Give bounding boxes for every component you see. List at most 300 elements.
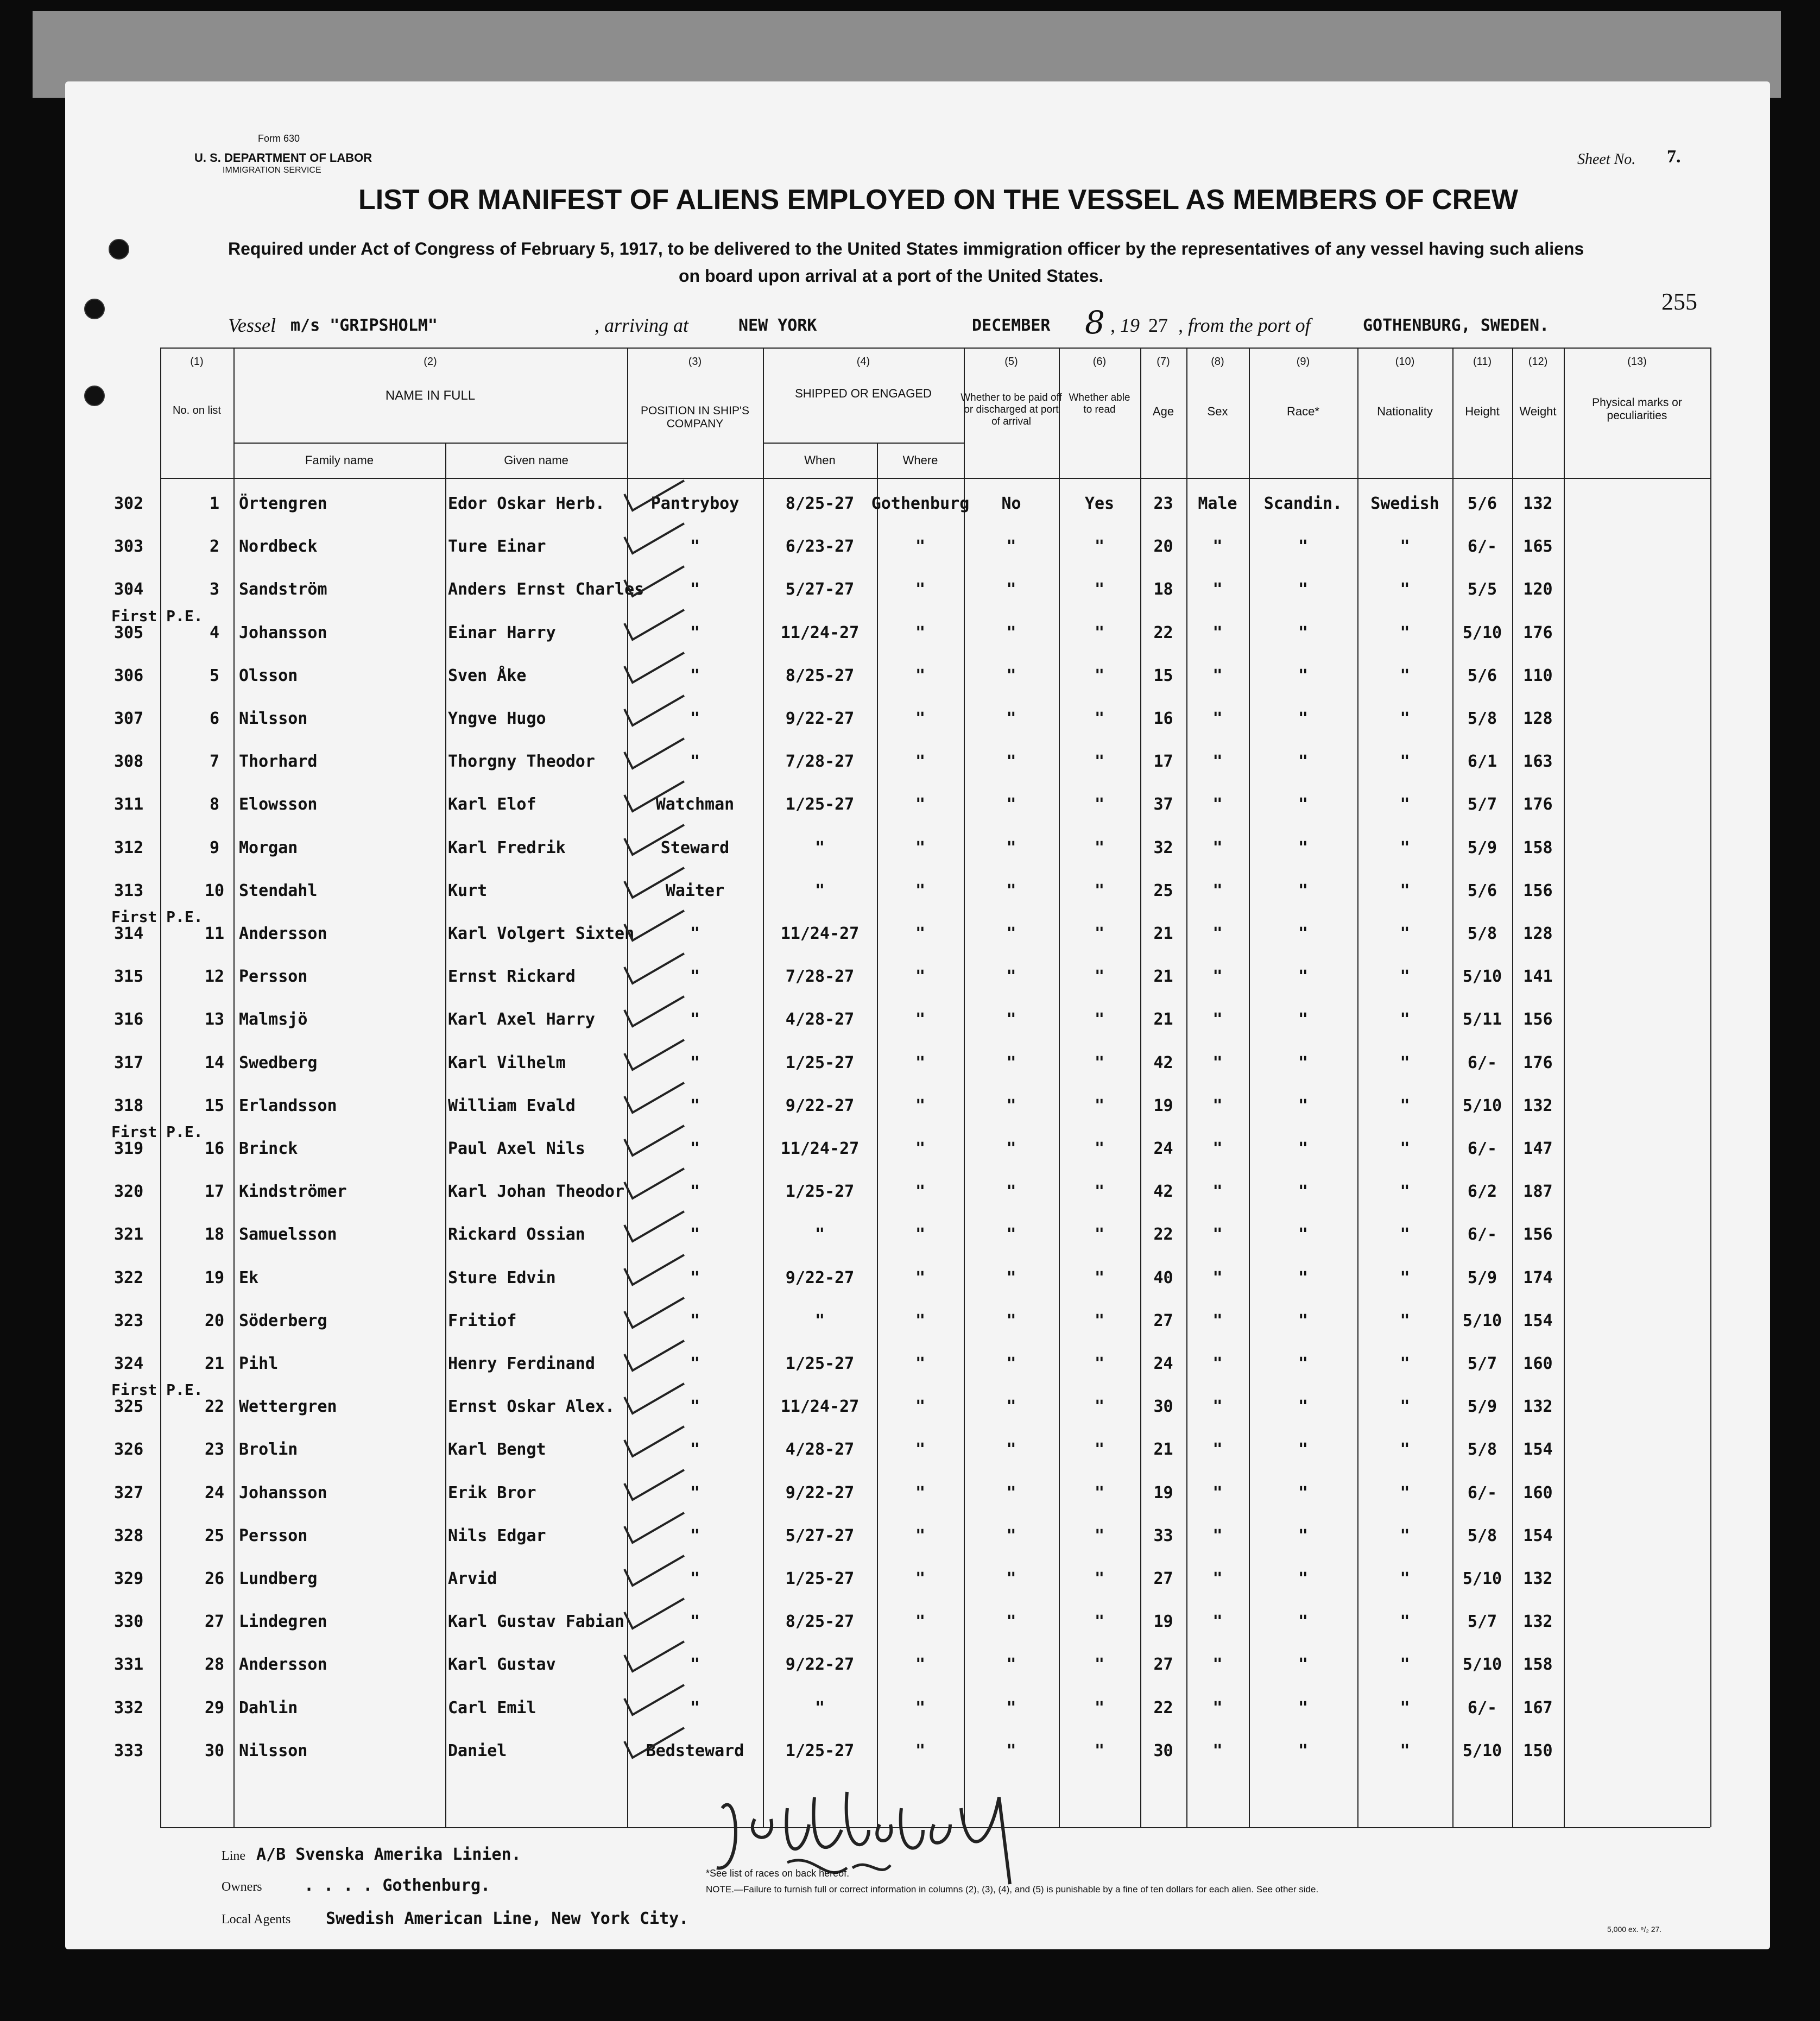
nationality: " — [1400, 881, 1410, 900]
sex: " — [1212, 1655, 1223, 1675]
given-name: Rickard Ossian — [448, 1225, 585, 1245]
shipped-when: 9/22-27 — [785, 709, 855, 728]
shipped-when: 9/22-27 — [785, 1268, 855, 1287]
age: 21 — [1153, 1010, 1173, 1030]
able-to-read: " — [1094, 881, 1105, 900]
row-number: 18 — [204, 1225, 225, 1245]
position: " — [690, 752, 700, 772]
able-to-read: " — [1094, 1655, 1105, 1675]
able-to-read: " — [1094, 1440, 1105, 1460]
sheet-label: Sheet No. — [1577, 151, 1636, 168]
family-name: Brinck — [239, 1139, 298, 1158]
shipped-where: " — [915, 537, 926, 557]
nationality: " — [1400, 924, 1410, 943]
row-number: 6 — [209, 709, 220, 728]
given-name: Arvid — [448, 1569, 497, 1588]
shipped-where: " — [915, 1655, 926, 1675]
margin-number: 317 — [114, 1053, 144, 1072]
year-prefix: , 19 — [1110, 314, 1140, 336]
position: " — [690, 1397, 700, 1417]
age: 22 — [1153, 1698, 1173, 1717]
col-shipped: SHIPPED OR ENGAGED — [795, 387, 932, 400]
able-to-read: " — [1094, 1182, 1105, 1202]
shipped-where: " — [915, 838, 926, 857]
shipped-when: 1/25-27 — [785, 795, 855, 814]
sex: " — [1212, 1053, 1223, 1072]
height: 5/8 — [1467, 709, 1497, 728]
paid-off: " — [1006, 666, 1016, 685]
row-number: 21 — [204, 1354, 225, 1373]
paid-off: " — [1006, 1483, 1016, 1502]
shipped-when: 4/28-27 — [785, 1010, 855, 1030]
shipped-when: 11/24-27 — [780, 924, 860, 943]
position: " — [690, 924, 700, 943]
nationality: Swedish — [1370, 494, 1439, 513]
race: " — [1298, 924, 1309, 943]
row-number: 17 — [204, 1182, 225, 1202]
shipped-where: " — [915, 1268, 926, 1287]
margin-number: 303 — [114, 537, 144, 557]
nationality: " — [1400, 1397, 1410, 1417]
check-mark-icon — [622, 564, 687, 602]
column-number: (10) — [1395, 356, 1415, 368]
sex: " — [1212, 967, 1223, 987]
paid-off: " — [1006, 537, 1016, 557]
family-name: Persson — [239, 967, 308, 987]
nationality: " — [1400, 1569, 1410, 1588]
row-number: 23 — [204, 1440, 225, 1460]
height: 5/6 — [1467, 881, 1497, 900]
paid-off: " — [1006, 1311, 1016, 1330]
margin-number: 314 — [114, 924, 144, 943]
arriving-port: NEW YORK — [738, 316, 817, 335]
family-name: Nilsson — [239, 709, 308, 728]
height: 5/11 — [1462, 1010, 1502, 1030]
shipped-when: 5/27-27 — [785, 580, 855, 599]
subtitle-line1: Required under Act of Congress of February 5, 1917, to be delivered to the United States immigration officer by the representatives of any vessel having such aliens — [228, 239, 1584, 258]
nationality: " — [1400, 1655, 1410, 1675]
shipped-when: 5/27-27 — [785, 1526, 855, 1545]
weight: 156 — [1523, 1010, 1553, 1030]
race: " — [1298, 580, 1309, 599]
line-label: Line — [222, 1849, 245, 1863]
margin-number: 322 — [114, 1268, 144, 1287]
shipped-where: " — [915, 1053, 926, 1072]
arriving-label: , arriving at — [595, 314, 689, 336]
able-to-read: " — [1094, 924, 1105, 943]
weight: 167 — [1523, 1698, 1553, 1717]
given-name: Thorgny Theodor — [448, 752, 595, 772]
shipped-where: " — [915, 1569, 926, 1588]
shipped-when: " — [814, 881, 825, 900]
vessel-name: m/s "GRIPSHOLM" — [290, 316, 438, 335]
margin-number: 328 — [114, 1526, 144, 1545]
position: " — [690, 1569, 700, 1588]
penalty-note: NOTE.—Failure to furnish full or correct information in columns (2), (3), (4), and (5) is punishable by a fine of ten dollars for each alien. See other side. — [706, 1884, 1319, 1894]
punch-hole — [84, 299, 105, 319]
height: 5/10 — [1462, 1311, 1502, 1330]
paid-off: " — [1006, 924, 1016, 943]
paid-off: " — [1006, 967, 1016, 987]
position: " — [690, 1698, 700, 1717]
family-name: Swedberg — [239, 1053, 318, 1072]
row-number: 28 — [204, 1655, 225, 1675]
nationality: " — [1400, 709, 1410, 728]
paid-off: " — [1006, 1053, 1016, 1072]
sex: " — [1212, 1612, 1223, 1632]
age: 22 — [1153, 623, 1173, 642]
table-top-rule — [160, 348, 1710, 349]
paid-off: " — [1006, 623, 1016, 642]
age: 17 — [1153, 752, 1173, 772]
height: 5/8 — [1467, 1440, 1497, 1460]
column-number: (6) — [1092, 356, 1107, 368]
sheet-number: 7. — [1667, 147, 1681, 167]
nationality: " — [1400, 1741, 1410, 1760]
weight: 156 — [1523, 881, 1553, 900]
height: 6/- — [1467, 1053, 1497, 1072]
table-header-rule — [160, 478, 1710, 479]
given-name: Edor Oskar Herb. — [448, 494, 605, 513]
shipped-when: 11/24-27 — [780, 1139, 860, 1158]
age: 15 — [1153, 666, 1173, 685]
shipped-where: " — [915, 967, 926, 987]
age: 24 — [1153, 1354, 1173, 1373]
family-name: Andersson — [239, 924, 327, 943]
weight: 158 — [1523, 838, 1553, 857]
weight: 132 — [1523, 1612, 1553, 1632]
family-name: Söderberg — [239, 1311, 327, 1330]
margin-number: 302 — [114, 494, 144, 513]
shipped-when: 1/25-27 — [785, 1569, 855, 1588]
race: " — [1298, 1225, 1309, 1245]
position: " — [690, 666, 700, 685]
age: 24 — [1153, 1139, 1173, 1158]
position: " — [690, 537, 700, 557]
family-name: Stendahl — [239, 881, 318, 900]
margin-number: 319 — [114, 1139, 144, 1158]
sex: " — [1212, 623, 1223, 642]
local-agents: Swedish American Line, New York City. — [326, 1909, 689, 1928]
height: 5/10 — [1462, 1096, 1502, 1115]
check-mark-icon — [622, 779, 687, 817]
col-paid-off: Whether to be paid off or discharged at port of arrival — [960, 392, 1062, 427]
able-to-read: " — [1094, 1526, 1105, 1545]
height: 5/10 — [1462, 1655, 1502, 1675]
margin-number: 320 — [114, 1182, 144, 1202]
able-to-read: " — [1094, 1225, 1105, 1245]
age: 30 — [1153, 1397, 1173, 1417]
weight: 154 — [1523, 1440, 1553, 1460]
row-number: 13 — [204, 1010, 225, 1030]
height: 5/10 — [1462, 1569, 1502, 1588]
position: Watchman — [655, 795, 735, 814]
family-name: Morgan — [239, 838, 298, 857]
race: " — [1298, 1612, 1309, 1632]
paid-off: " — [1006, 795, 1016, 814]
column-number: (1) — [190, 356, 204, 368]
position: " — [690, 1053, 700, 1072]
height: 5/9 — [1467, 1268, 1497, 1287]
family-name: Nilsson — [239, 1741, 308, 1760]
height: 6/- — [1467, 1698, 1497, 1717]
able-to-read: " — [1094, 666, 1105, 685]
row-number: 22 — [204, 1397, 225, 1417]
check-mark-icon — [622, 1381, 687, 1419]
col-weight: Weight — [1519, 405, 1557, 418]
family-name: Johansson — [239, 623, 327, 642]
able-to-read: Yes — [1084, 494, 1115, 513]
column-number: (12) — [1528, 356, 1548, 368]
nationality: " — [1400, 1440, 1410, 1460]
able-to-read: " — [1094, 1096, 1105, 1115]
sex: " — [1212, 1354, 1223, 1373]
sex: " — [1212, 709, 1223, 728]
check-mark-icon — [622, 1467, 687, 1505]
paid-off: " — [1006, 1268, 1016, 1287]
shipped-where: " — [915, 1010, 926, 1030]
check-mark-icon — [622, 1510, 687, 1548]
nationality: " — [1400, 623, 1410, 642]
able-to-read: " — [1094, 1010, 1105, 1030]
age: 22 — [1153, 1225, 1173, 1245]
check-mark-icon — [622, 1639, 687, 1677]
age: 42 — [1153, 1053, 1173, 1072]
age: 32 — [1153, 838, 1173, 857]
sex: " — [1212, 1698, 1223, 1717]
row-number: 3 — [209, 580, 220, 599]
paid-off: " — [1006, 709, 1016, 728]
col-name-in-full: NAME IN FULL — [385, 388, 476, 403]
weight: 174 — [1523, 1268, 1553, 1287]
age: 37 — [1153, 795, 1173, 814]
row-number: 9 — [209, 838, 220, 857]
sex: " — [1212, 752, 1223, 772]
position: " — [690, 1182, 700, 1202]
nationality: " — [1400, 1139, 1410, 1158]
given-name: Daniel — [448, 1741, 507, 1760]
row-number: 27 — [204, 1612, 225, 1632]
column-rule — [1059, 348, 1060, 1827]
family-name: Samuelsson — [239, 1225, 337, 1245]
shipped-when: 1/25-27 — [785, 1354, 855, 1373]
shipped-where: " — [915, 623, 926, 642]
sex: " — [1212, 1569, 1223, 1588]
shipped-where: " — [915, 795, 926, 814]
arrival-day: 8 — [1085, 304, 1105, 341]
nationality: " — [1400, 1354, 1410, 1373]
height: 5/8 — [1467, 1526, 1497, 1545]
col-height: Height — [1465, 405, 1500, 418]
race: " — [1298, 1182, 1309, 1202]
race: " — [1298, 1440, 1309, 1460]
check-mark-icon — [622, 1553, 687, 1591]
given-name: Sture Edvin — [448, 1268, 556, 1287]
race: " — [1298, 1096, 1309, 1115]
column-rule — [1249, 348, 1250, 1827]
age: 21 — [1153, 1440, 1173, 1460]
weight: 132 — [1523, 1397, 1553, 1417]
given-name: Ernst Oskar Alex. — [448, 1397, 615, 1417]
given-name: Karl Gustav — [448, 1655, 556, 1675]
check-mark-icon — [622, 1166, 687, 1204]
given-name: Henry Ferdinand — [448, 1354, 595, 1373]
col-position: POSITION IN SHIP'S COMPANY — [640, 405, 750, 430]
height: 5/6 — [1467, 666, 1497, 685]
row-number: 29 — [204, 1698, 225, 1717]
able-to-read: " — [1094, 709, 1105, 728]
age: 19 — [1153, 1096, 1173, 1115]
age: 19 — [1153, 1483, 1173, 1502]
shipped-where: " — [915, 752, 926, 772]
col-where: Where — [902, 453, 938, 467]
column-rule — [1564, 348, 1565, 1827]
column-rule — [160, 348, 161, 1827]
shipped-where: " — [915, 924, 926, 943]
nationality: " — [1400, 838, 1410, 857]
family-name: Lundberg — [239, 1569, 318, 1588]
margin-number: 327 — [114, 1483, 144, 1502]
nationality: " — [1400, 666, 1410, 685]
weight: 147 — [1523, 1139, 1553, 1158]
family-name: Kindströmer — [239, 1182, 347, 1202]
nationality: " — [1400, 1311, 1410, 1330]
check-mark-icon — [622, 1123, 687, 1161]
shipped-where: " — [915, 881, 926, 900]
name-subheader-rule — [233, 443, 627, 444]
shipped-where: " — [915, 1483, 926, 1502]
given-name: Paul Axel Nils — [448, 1139, 585, 1158]
row-number: 11 — [204, 924, 225, 943]
row-number: 30 — [204, 1741, 225, 1760]
row-number: 5 — [209, 666, 220, 685]
given-name: Karl Fredrik — [448, 838, 566, 857]
row-number: 4 — [209, 623, 220, 642]
column-rule — [877, 443, 878, 1827]
shipped-when: 8/25-27 — [785, 1612, 855, 1632]
column-number: (9) — [1296, 356, 1310, 368]
nationality: " — [1400, 1010, 1410, 1030]
check-mark-icon — [622, 865, 687, 903]
sex: " — [1212, 1182, 1223, 1202]
check-mark-icon — [622, 1252, 687, 1290]
shipped-when: 1/25-27 — [785, 1053, 855, 1072]
margin-number: 308 — [114, 752, 144, 772]
given-name: William Evald — [448, 1096, 576, 1115]
weight: 132 — [1523, 1569, 1553, 1588]
column-number: (8) — [1211, 356, 1224, 368]
paid-off: " — [1006, 1010, 1016, 1030]
shipped-where: " — [915, 580, 926, 599]
shipped-where: " — [915, 1440, 926, 1460]
age: 23 — [1153, 494, 1173, 513]
position: " — [690, 1010, 700, 1030]
weight: 150 — [1523, 1741, 1553, 1760]
weight: 163 — [1523, 752, 1553, 772]
margin-number: 323 — [114, 1311, 144, 1330]
check-mark-icon — [622, 994, 687, 1032]
paid-off: " — [1006, 1655, 1016, 1675]
column-rule — [445, 443, 446, 1827]
shipped-where: " — [915, 1526, 926, 1545]
column-rule — [1452, 348, 1454, 1827]
first-pe-note: First P.E. — [111, 1381, 203, 1399]
family-name: Elowsson — [239, 795, 318, 814]
sex: " — [1212, 1526, 1223, 1545]
column-rule — [1186, 348, 1187, 1827]
weight: 154 — [1523, 1311, 1553, 1330]
shipped-when: " — [814, 838, 825, 857]
paid-off: " — [1006, 1741, 1016, 1760]
able-to-read: " — [1094, 1053, 1105, 1072]
weight: 132 — [1523, 1096, 1553, 1115]
family-name: Erlandsson — [239, 1096, 337, 1115]
column-number: (7) — [1157, 356, 1170, 368]
race: " — [1298, 752, 1309, 772]
age: 21 — [1153, 967, 1173, 987]
age: 40 — [1153, 1268, 1173, 1287]
nationality: " — [1400, 1698, 1410, 1717]
position: " — [690, 967, 700, 987]
family-name: Thorhard — [239, 752, 318, 772]
shipped-when: 8/25-27 — [785, 494, 855, 513]
nationality: " — [1400, 580, 1410, 599]
row-number: 7 — [209, 752, 220, 772]
height: 5/9 — [1467, 838, 1497, 857]
position: " — [690, 1139, 700, 1158]
given-name: Carl Emil — [448, 1698, 536, 1717]
able-to-read: " — [1094, 1569, 1105, 1588]
column-rule — [964, 348, 965, 1827]
age: 27 — [1153, 1655, 1173, 1675]
paid-off: " — [1006, 580, 1016, 599]
weight: 176 — [1523, 1053, 1553, 1072]
family-name: Lindegren — [239, 1612, 327, 1632]
check-mark-icon — [622, 521, 687, 559]
race: " — [1298, 537, 1309, 557]
check-mark-icon — [622, 1295, 687, 1333]
position: " — [690, 580, 700, 599]
punch-hole — [109, 239, 129, 260]
check-mark-icon — [622, 650, 687, 688]
position: Pantryboy — [650, 494, 740, 513]
age: 27 — [1153, 1311, 1173, 1330]
position: " — [690, 1440, 700, 1460]
paid-off: No — [1001, 494, 1021, 513]
races-note: *See list of races on back hereof. — [706, 1868, 850, 1879]
given-name: Karl Elof — [448, 795, 536, 814]
given-name: Karl Johan Theodor — [448, 1182, 625, 1202]
able-to-read: " — [1094, 752, 1105, 772]
family-name: Johansson — [239, 1483, 327, 1502]
shipped-when: " — [814, 1698, 825, 1717]
sex: " — [1212, 1397, 1223, 1417]
page-stamp: 255 — [1661, 288, 1697, 315]
margin-number: 304 — [114, 580, 144, 599]
shipped-where: " — [915, 1354, 926, 1373]
weight: 120 — [1523, 580, 1553, 599]
race: " — [1298, 881, 1309, 900]
column-number: (11) — [1473, 356, 1492, 368]
row-number: 25 — [204, 1526, 225, 1545]
sex: " — [1212, 1010, 1223, 1030]
nationality: " — [1400, 1225, 1410, 1245]
given-name: Karl Volgert Sixten — [448, 924, 635, 943]
column-rule — [1512, 348, 1513, 1827]
race: " — [1298, 1569, 1309, 1588]
col-given-name: Given name — [504, 453, 568, 467]
row-number: 20 — [204, 1311, 225, 1330]
